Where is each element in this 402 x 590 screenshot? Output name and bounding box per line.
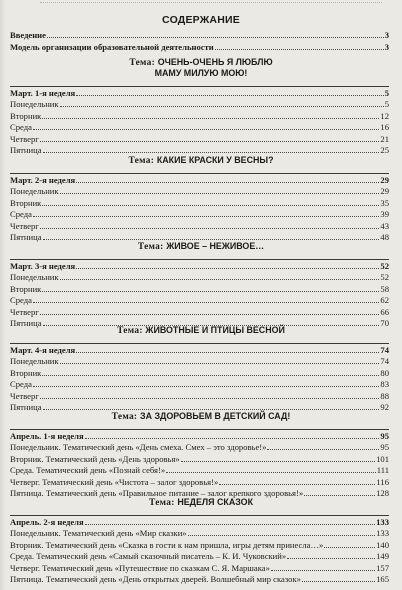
day-entry: [10, 464, 389, 475]
day-entry: [10, 441, 389, 452]
day-entry: [10, 144, 389, 155]
entry-title: Среда. Тематический день «Самый сказочный писатель – К. И. Чуковский»: [10, 551, 287, 562]
theme-label: Тема:: [117, 326, 146, 336]
entry-title: Модель организации образовательной деятельности: [10, 42, 214, 52]
entry-page: 39: [380, 209, 389, 220]
theme-name: ОЧЕНЬ-ОЧЕНЬ Я ЛЮБЛЮ: [157, 57, 273, 67]
entry-title: Март. 3-я неделя: [10, 261, 76, 271]
entry-title: Четверг: [10, 306, 39, 317]
entry-title: Вторник. Тематический день «Сказка в гости к нам пришла, игры детям принесла…»: [10, 539, 324, 550]
scan-edge: [40, 2, 382, 5]
day-entry: [10, 133, 389, 144]
dot-leader: [42, 291, 379, 292]
entry-title: Март. 4-я неделя: [10, 345, 76, 355]
dot-leader: [47, 37, 384, 38]
entry-page: 58: [380, 283, 389, 294]
entry-title: Понедельник: [10, 356, 59, 367]
dot-leader: [60, 193, 380, 194]
dot-leader: [76, 95, 384, 96]
entry-title: Среда: [10, 209, 32, 220]
dot-leader: [33, 129, 379, 130]
day-entry: [10, 367, 389, 378]
entry-title: Вторник: [10, 283, 42, 294]
entry-title: Четверг: [10, 220, 39, 231]
entry-page: 25: [380, 145, 389, 155]
day-entry: [10, 110, 389, 121]
section-theme: [0, 411, 402, 423]
day-entry: [10, 208, 389, 219]
theme-name: МАМУ МИЛУЮ МОЮ!: [154, 68, 248, 78]
entry-page: 165: [376, 574, 389, 584]
section-theme: [0, 155, 402, 167]
section-theme: [0, 497, 402, 509]
day-entry: [10, 390, 389, 401]
entry-title: Вторник: [10, 197, 42, 208]
intro-entry: [10, 29, 389, 40]
entry-page: 133: [376, 517, 389, 527]
entry-page: 29: [380, 186, 389, 197]
week-entry: [10, 516, 389, 527]
entry-page: 48: [380, 232, 389, 242]
entry-title: Апрель. 2-я неделя: [10, 517, 84, 527]
dot-leader: [33, 216, 379, 217]
entry-page: 3: [384, 42, 389, 52]
day-entry: [10, 220, 389, 231]
dot-leader: [267, 449, 379, 450]
theme-label: Тема:: [129, 58, 158, 68]
dot-leader: [40, 141, 380, 142]
day-entry: [10, 197, 389, 208]
entry-page: 95: [380, 442, 389, 453]
entry-title: Четверг: [10, 390, 39, 401]
entry-page: 66: [380, 306, 389, 317]
dot-leader: [181, 461, 375, 462]
entry-page: 74: [380, 356, 389, 367]
entry-page: 95: [380, 431, 389, 441]
entry-page: 157: [376, 562, 389, 573]
entry-page: 80: [380, 367, 389, 378]
day-entry: [10, 550, 389, 561]
entry-page: 52: [380, 272, 389, 283]
section-theme: [0, 241, 402, 253]
theme-name: ЖИВОТНЫЕ И ПТИЦЫ ВЕСНОЙ: [145, 325, 285, 335]
entry-page: 133: [376, 528, 389, 539]
entry-title: Пятница: [10, 232, 42, 242]
dot-leader: [60, 279, 380, 280]
day-entry: [10, 355, 389, 366]
entry-title: Среда: [10, 122, 32, 133]
theme-name: НЕДЕЛЯ СКАЗОК: [177, 497, 253, 507]
entry-page: 101: [376, 453, 389, 464]
dot-leader: [33, 386, 379, 387]
entry-title: Введение: [10, 30, 46, 40]
intro-entry: [10, 41, 389, 52]
entry-page: 111: [376, 465, 389, 476]
entry-page: 5: [384, 88, 389, 98]
dot-leader: [33, 302, 379, 303]
dot-leader: [76, 182, 379, 183]
dot-leader: [40, 314, 380, 315]
week-entry: [10, 87, 389, 98]
theme-label: Тема:: [137, 242, 167, 252]
entry-title: Четверг. Тематический день «Чистота – залог здоровья!»: [10, 476, 219, 487]
dot-leader: [85, 438, 380, 439]
day-entry: [10, 527, 389, 538]
week-entry: [10, 430, 389, 441]
entry-title: Четверг. Тематический день «Путешествие по сказкам С. Я. Маршака»: [10, 562, 270, 573]
entry-page: 62: [380, 295, 389, 306]
entry-title: Пятница. Тематический день «День открытых дверей. Волшебный мир сказок»: [10, 574, 301, 584]
dot-leader: [40, 228, 380, 229]
entry-page: 88: [380, 390, 389, 401]
entry-title: Март. 2-я неделя: [10, 175, 76, 185]
entry-title: Понедельник: [10, 99, 59, 110]
entry-title: Понедельник. Тематический день «Мир сказки»: [10, 528, 187, 539]
entry-page: 116: [376, 476, 389, 487]
dot-leader: [76, 268, 379, 269]
week-entry: [10, 260, 389, 271]
entry-page: 5: [384, 99, 389, 110]
entry-title: Среда: [10, 379, 32, 390]
dot-leader: [42, 118, 379, 119]
day-entry: [10, 294, 389, 305]
entry-page: 3: [384, 30, 389, 40]
entry-page: 21: [380, 133, 389, 144]
day-entry: [10, 378, 389, 389]
dot-leader: [85, 524, 375, 525]
entry-page: 74: [380, 345, 389, 355]
entry-title: Март. 1-я неделя: [10, 88, 76, 98]
dot-leader: [76, 352, 379, 353]
dot-leader: [40, 398, 380, 399]
entry-title: Апрель. 1-я неделя: [10, 431, 84, 441]
day-entry: [10, 271, 389, 282]
day-entry: [10, 185, 389, 196]
entry-title: Понедельник. Тематический день «День смеха. Смех – это здоровье!»: [10, 442, 267, 453]
day-entry: [10, 539, 389, 550]
entry-page: 35: [380, 197, 389, 208]
week-entry: [10, 344, 389, 355]
entry-title: Четверг: [10, 133, 39, 144]
dot-leader: [60, 363, 380, 364]
dot-leader: [219, 484, 375, 485]
theme-label: Тема:: [149, 498, 178, 508]
theme-name: КАКИЕ КРАСКИ У ВЕСНЫ?: [156, 155, 274, 165]
entry-title: Вторник: [10, 110, 42, 121]
entry-page: 43: [380, 220, 389, 231]
day-entry: [10, 98, 389, 109]
dot-leader: [42, 205, 379, 206]
entry-page: 16: [380, 122, 389, 133]
dot-leader: [304, 495, 375, 496]
section-theme: [0, 68, 402, 80]
dot-leader: [324, 547, 375, 548]
entry-title: Пятница: [10, 318, 42, 328]
day-entry: [10, 562, 389, 573]
entry-page: 128: [376, 488, 389, 498]
entry-page: 140: [376, 539, 389, 550]
day-entry: [10, 306, 389, 317]
dot-leader: [43, 409, 380, 410]
entry-page: 12: [380, 110, 389, 121]
day-entry: [10, 121, 389, 132]
theme-name: ЗА ЗДОРОВЬЕМ В ДЕТСКИЙ САД!: [140, 411, 291, 421]
entry-title: Среда. Тематический день «Познай себя!»: [10, 465, 166, 476]
dot-leader: [287, 558, 375, 559]
entry-title: Среда: [10, 295, 32, 306]
dot-leader: [188, 535, 376, 536]
week-entry: [10, 174, 389, 185]
dot-leader: [43, 152, 380, 153]
dot-leader: [60, 106, 384, 107]
entry-title: Пятница: [10, 402, 42, 412]
dot-leader: [42, 375, 379, 376]
section-theme: [0, 325, 402, 337]
dot-leader: [43, 239, 380, 240]
page-title: СОДЕРЖАНИЕ: [162, 14, 240, 26]
dot-leader: [302, 581, 375, 582]
entry-title: Вторник. Тематический день «День здоровья»: [10, 453, 180, 464]
dot-leader: [166, 472, 376, 473]
entry-page: 52: [380, 261, 389, 271]
theme-label: Тема:: [128, 156, 157, 166]
entry-page: 149: [376, 551, 389, 562]
entry-title: Понедельник: [10, 272, 59, 283]
entry-title: Пятница: [10, 145, 42, 155]
entry-page: 70: [380, 318, 389, 328]
entry-title: Понедельник: [10, 186, 59, 197]
entry-page: 83: [380, 379, 389, 390]
entry-page: 92: [380, 402, 389, 412]
dot-leader: [271, 570, 375, 571]
entry-page: 29: [380, 175, 389, 185]
theme-label: Тема:: [111, 412, 141, 422]
day-entry: [10, 283, 389, 294]
entry-title: Пятница. Тематический день «Правильное питание – залог крепкого здоровья!»: [10, 488, 304, 498]
theme-name: ЖИВОЕ – НЕЖИВОЕ…: [166, 241, 265, 251]
entry-title: Вторник: [10, 367, 42, 378]
day-entry: [10, 453, 389, 464]
day-entry: [10, 476, 389, 487]
dot-leader: [215, 49, 384, 50]
day-entry: [10, 573, 389, 584]
